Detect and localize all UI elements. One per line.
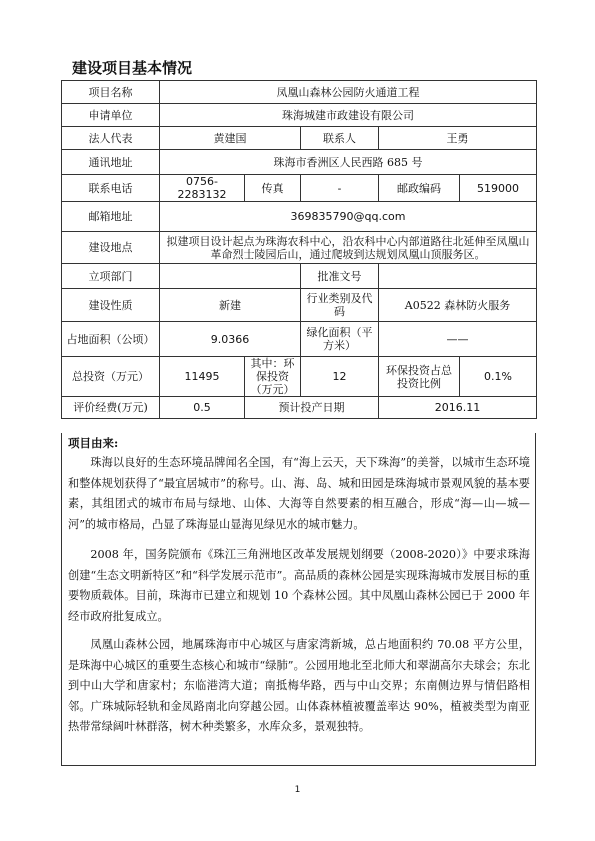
approval-no-value bbox=[379, 264, 537, 289]
project-name-label: 项目名称 bbox=[62, 81, 160, 104]
env-invest-value: 12 bbox=[301, 357, 379, 397]
site-label: 建设地点 bbox=[62, 232, 160, 264]
prod-date-value: 2016.11 bbox=[379, 397, 537, 419]
table-row bbox=[62, 81, 537, 104]
industry-value: A0522 森林防火服务 bbox=[379, 289, 537, 322]
origin-paragraph-2: 2008 年，国务院颁布《珠江三角洲地区改革发展规划纲要（2008-2020）》中要求珠海创建“生态文明新特区”和“科学发展示范市”。高品质的森林公园是实现珠海城市发展目标的重要物质载体。目前，珠海市已建立和规划 10 个森林公园。其中凤凰山森林公园已于 2000 年经市政府批复成立。 bbox=[68, 548, 530, 623]
page-title: 建设项目基本情况 bbox=[72, 59, 193, 77]
env-invest-label: 其中：环保投资（万元） bbox=[245, 357, 301, 397]
postcode-value: 519000 bbox=[460, 175, 537, 202]
invest-label: 总投资（万元） bbox=[62, 357, 160, 397]
address-value: 珠海市香洲区人民西路 685 号 bbox=[160, 150, 537, 175]
legal-rep-label: 法人代表 bbox=[62, 127, 160, 150]
invest-value: 11495 bbox=[160, 357, 245, 397]
site-value: 拟建项目设计起点为珠海农科中心，沿农科中心内部道路往北延伸至凤凰山革命烈士陵园后山，通过爬坡到达规划凤凰山顶服务区。 bbox=[160, 232, 537, 264]
table-row bbox=[62, 202, 537, 232]
table-row bbox=[62, 289, 537, 322]
env-ratio-value: 0.1% bbox=[460, 357, 537, 397]
origin-paragraph-1: 珠海以良好的生态环境品牌闻名全国，有“海上云天，天下珠海”的美誉，以城市生态环境和整体规划获得了“最宜居城市”的称号。山、海、岛、城和田园是珠海城市景观风貌的基本要素，其组团式的城市布局与绿地、山体、大海等自然要素的相互融合，形成“海—山—城—河”的城市格局，凸显了珠海显山显海见绿见水的城市魅力。 bbox=[68, 456, 530, 531]
prod-date-label: 预计投产日期 bbox=[245, 397, 379, 419]
phone-value: 0756-2283132 bbox=[160, 175, 245, 202]
approval-dept-value bbox=[160, 264, 301, 289]
nature-label: 建设性质 bbox=[62, 289, 160, 322]
area-value: 9.0366 bbox=[160, 322, 301, 357]
approval-no-label: 批准文号 bbox=[301, 264, 379, 289]
legal-rep-value: 黄建国 bbox=[160, 127, 301, 150]
table-row bbox=[62, 357, 537, 397]
email-value: 369835790@qq.com bbox=[160, 202, 537, 232]
contact-value: 王勇 bbox=[379, 127, 537, 150]
table-row bbox=[62, 127, 537, 150]
project-info-table bbox=[61, 80, 537, 419]
green-label: 绿化面积（平方米） bbox=[301, 322, 379, 357]
area-label: 占地面积（公顷） bbox=[62, 322, 160, 357]
table-row bbox=[62, 104, 537, 127]
table-row bbox=[62, 150, 537, 175]
applicant-value: 珠海城建市政建设有限公司 bbox=[160, 104, 537, 127]
project-name-value: 凤凰山森林公园防火通道工程 bbox=[160, 81, 537, 104]
fax-label: 传真 bbox=[245, 175, 301, 202]
eval-fee-value: 0.5 bbox=[160, 397, 245, 419]
table-row bbox=[62, 322, 537, 357]
page-number: 1 bbox=[294, 785, 301, 795]
eval-fee-label: 评价经费(万元) bbox=[62, 397, 160, 419]
table-row bbox=[62, 175, 537, 202]
approval-dept-label: 立项部门 bbox=[62, 264, 160, 289]
fax-value: - bbox=[301, 175, 379, 202]
table-row bbox=[62, 264, 537, 289]
contact-label: 联系人 bbox=[301, 127, 379, 150]
phone-label: 联系电话 bbox=[62, 175, 160, 202]
env-ratio-label: 环保投资占总投资比例 bbox=[379, 357, 460, 397]
industry-label: 行业类别及代码 bbox=[301, 289, 379, 322]
table-row bbox=[62, 232, 537, 264]
postcode-label: 邮政编码 bbox=[379, 175, 460, 202]
table-row bbox=[62, 397, 537, 419]
applicant-label: 申请单位 bbox=[62, 104, 160, 127]
nature-value: 新建 bbox=[160, 289, 301, 322]
origin-heading: 项目由来: bbox=[68, 436, 119, 450]
address-label: 通讯地址 bbox=[62, 150, 160, 175]
origin-paragraph-3: 凤凰山森林公园，地属珠海市中心城区与唐家湾新城，总占地面积约 70.08 平方公里，是珠海中心城区的重要生态核心和城市“绿肺”。公园用地北至北师大和翠湖高尔夫球会；东北到中山大学和唐家村；东临港湾大道；南抵梅华路，西与中山交界；东南侧边界与情侣路相邻。广珠城际轻轨和金凤路南北向穿越公园。山体森林植被覆盖率达 90%，植被类型为南亚热带常绿阔叶林群落，树木种类繁多，水库众多，景观独特。 bbox=[68, 638, 530, 733]
green-value: —— bbox=[379, 322, 537, 357]
email-label: 邮箱地址 bbox=[62, 202, 160, 232]
project-origin-section bbox=[61, 433, 536, 766]
